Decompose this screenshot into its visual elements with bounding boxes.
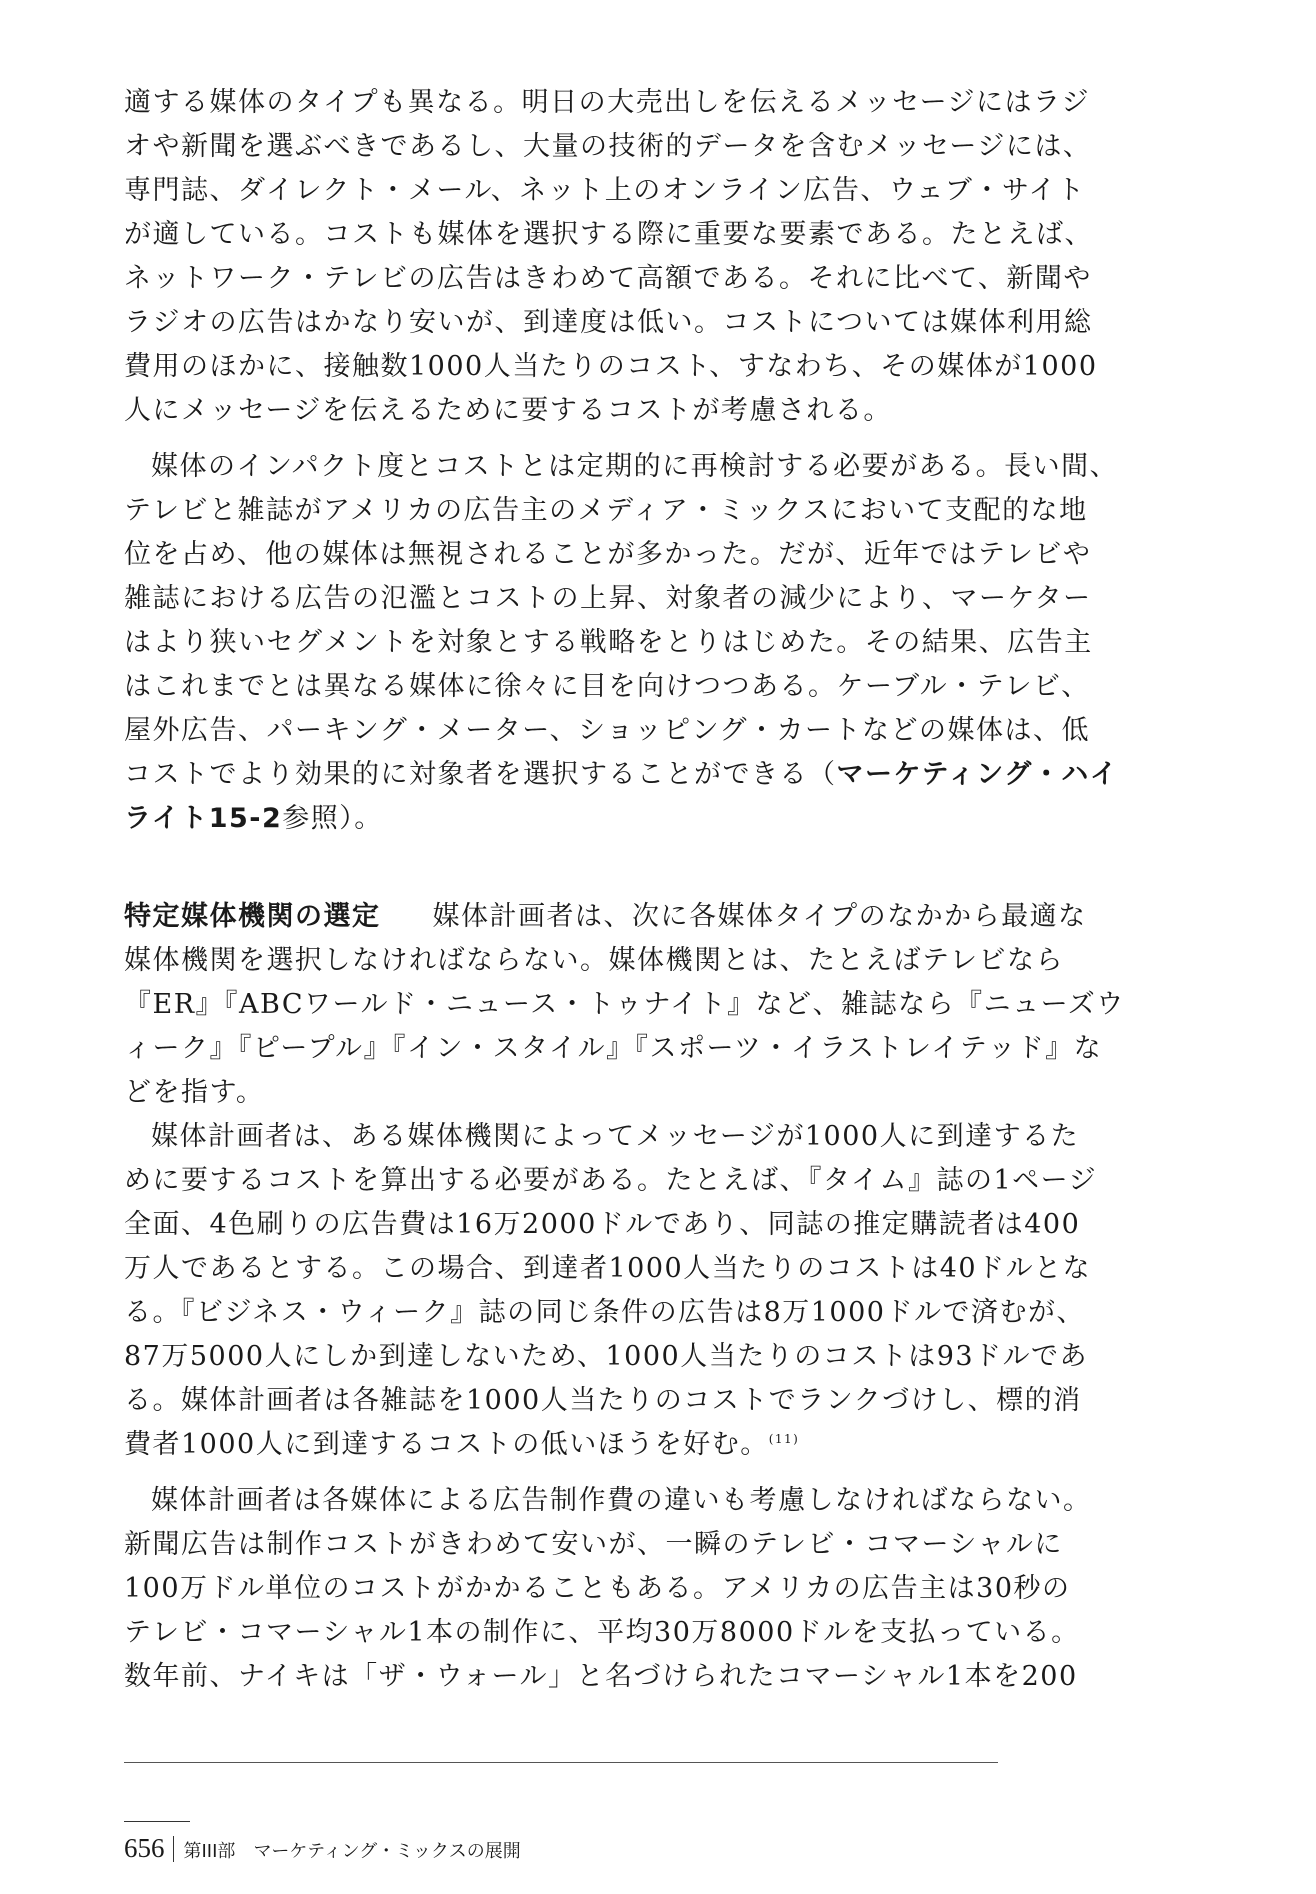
text-line: オや新聞を選ぶべきであるし、大量の技術的データを含むメッセージには、 xyxy=(124,131,1092,162)
text-line xyxy=(124,1423,1004,1467)
text-line: はより狭いセグメントを対象とする戦略をとりはじめた。その結果、広告主 xyxy=(124,627,1093,658)
text-line: 位を占め、他の媒体は無視されることが多かった。だが、近年ではテレビや xyxy=(124,539,1092,570)
text-line: る。『ビジネス・ウィーク』誌の同じ条件の広告は8万1000ドルで済むが、 xyxy=(124,1297,1085,1328)
text-line: 『ER』『ABCワールド・ニュース・トゥナイト』など、雑誌なら『ニューズウ xyxy=(124,989,1125,1020)
text-line: 87万5000人にしか到達しないため、1000人当たりのコストは93ドルであ xyxy=(124,1341,1089,1372)
text-line: 媒体計画者は各媒体による広告制作費の違いも考慮しなければならない。 xyxy=(151,1485,1092,1516)
text-span: 参照）。 xyxy=(282,803,383,834)
text-line: 媒体機関を選択しなければならない。媒体機関とは、たとえばテレビなら xyxy=(124,945,1064,976)
text-line xyxy=(124,797,1004,841)
text-line: 人にメッセージを伝えるために要するコストが考慮される。 xyxy=(124,395,892,426)
text-line: 専門誌、ダイレクト・メール、ネット上のオンライン広告、ウェブ・サイト xyxy=(124,175,1086,206)
text-line: 新聞広告は制作コストがきわめて安いが、一瞬のテレビ・コマーシャルに xyxy=(124,1529,1063,1560)
section-media-vehicle xyxy=(124,895,1125,1115)
text-line: 100万ドル単位のコストがかかることもある。アメリカの広告主は30秒の xyxy=(124,1573,1071,1604)
part-label: 第III部 xyxy=(183,1841,236,1862)
text-line: ラジオの広告はかなり安いが、到達度は低い。コストについては媒体利用総 xyxy=(124,307,1093,338)
text-line: 数年前、ナイキは「ザ・ウォール」と名づけられたコマーシャル1本を200 xyxy=(124,1661,1078,1692)
text-line: 媒体のインパクト度とコストとは定期的に再検討する必要がある。長い間、 xyxy=(151,451,1119,482)
cross-reference: ライト15-2 xyxy=(124,803,283,834)
text-line: ィーク』『ピープル』『イン・スタイル』『スポーツ・イラストレイテッド』な xyxy=(124,1033,1103,1064)
text-line: 費用のほかに、接触数1000人当たりのコスト、すなわち、その媒体が1000 xyxy=(124,351,1098,382)
text-span: 媒体計画者は、次に各媒体タイプのなかから最適な xyxy=(432,901,1087,932)
section-heading-line xyxy=(124,895,1087,939)
text-line xyxy=(124,753,1119,797)
text-line: テレビ・コマーシャル1本の制作に、平均30万8000ドルを支払っている。 xyxy=(124,1617,1080,1648)
text-line: が適している。コストも媒体を選択する際に重要な要素である。たとえば、 xyxy=(124,219,1093,250)
text-line: る。媒体計画者は各雑誌を1000人当たりのコストでランクづけし、標的消 xyxy=(124,1385,1082,1416)
text-line: 屋外広告、パーキング・メーター、ショッピング・カートなどの媒体は、低 xyxy=(124,715,1091,746)
footnote-marker: (11) xyxy=(768,1432,800,1446)
text-line: 雑誌における広告の氾濫とコストの上昇、対象者の減少により、マーケター xyxy=(124,583,1092,614)
text-bottom-rule xyxy=(124,1762,998,1763)
paragraph-4 xyxy=(124,1479,1092,1699)
text-line: テレビと雑誌がアメリカの広告主のメディア・ミックスにおいて支配的な地 xyxy=(124,495,1088,526)
text-line: はこれまでとは異なる媒体に徐々に目を向けつつある。ケーブル・テレビ、 xyxy=(124,671,1090,702)
page-footer xyxy=(124,1826,521,1870)
chapter-title: マーケティング・ミックスの展開 xyxy=(253,1841,521,1862)
page-number: 656 xyxy=(124,1833,165,1863)
paragraph-2 xyxy=(124,445,1119,841)
paragraph-3 xyxy=(124,1115,1098,1467)
section-heading: 特定媒体機関の選定 xyxy=(124,901,381,932)
text-line: 万人であるとする。この場合、到達者1000人当たりのコストは40ドルとな xyxy=(124,1253,1092,1284)
text-line: ネットワーク・テレビの広告はきわめて高額である。それに比べて、新聞や xyxy=(124,263,1092,294)
text-span: 費者1000人に到達するコストの低いほうを好む。 xyxy=(124,1429,769,1460)
folio-rule xyxy=(124,1821,190,1822)
folio-separator xyxy=(173,1836,174,1862)
text-line: どを指す。 xyxy=(124,1077,265,1108)
cross-reference: マーケティング・ハイ xyxy=(836,759,1119,790)
paragraph-1 xyxy=(124,81,1098,433)
text-line: 媒体計画者は、ある媒体機関によってメッセージが1000人に到達するた xyxy=(151,1121,1080,1152)
text-line: 全面、4色刷りの広告費は16万2000ドルであり、同誌の推定購読者は400 xyxy=(124,1209,1081,1240)
text-line: めに要するコストを算出する必要がある。たとえば、『タイム』誌の1ページ xyxy=(124,1165,1098,1196)
text-span: コストでより効果的に対象者を選択することができる（ xyxy=(124,759,837,790)
text-line: 適する媒体のタイプも異なる。明日の大売出しを伝えるメッセージにはラジ xyxy=(124,87,1091,118)
